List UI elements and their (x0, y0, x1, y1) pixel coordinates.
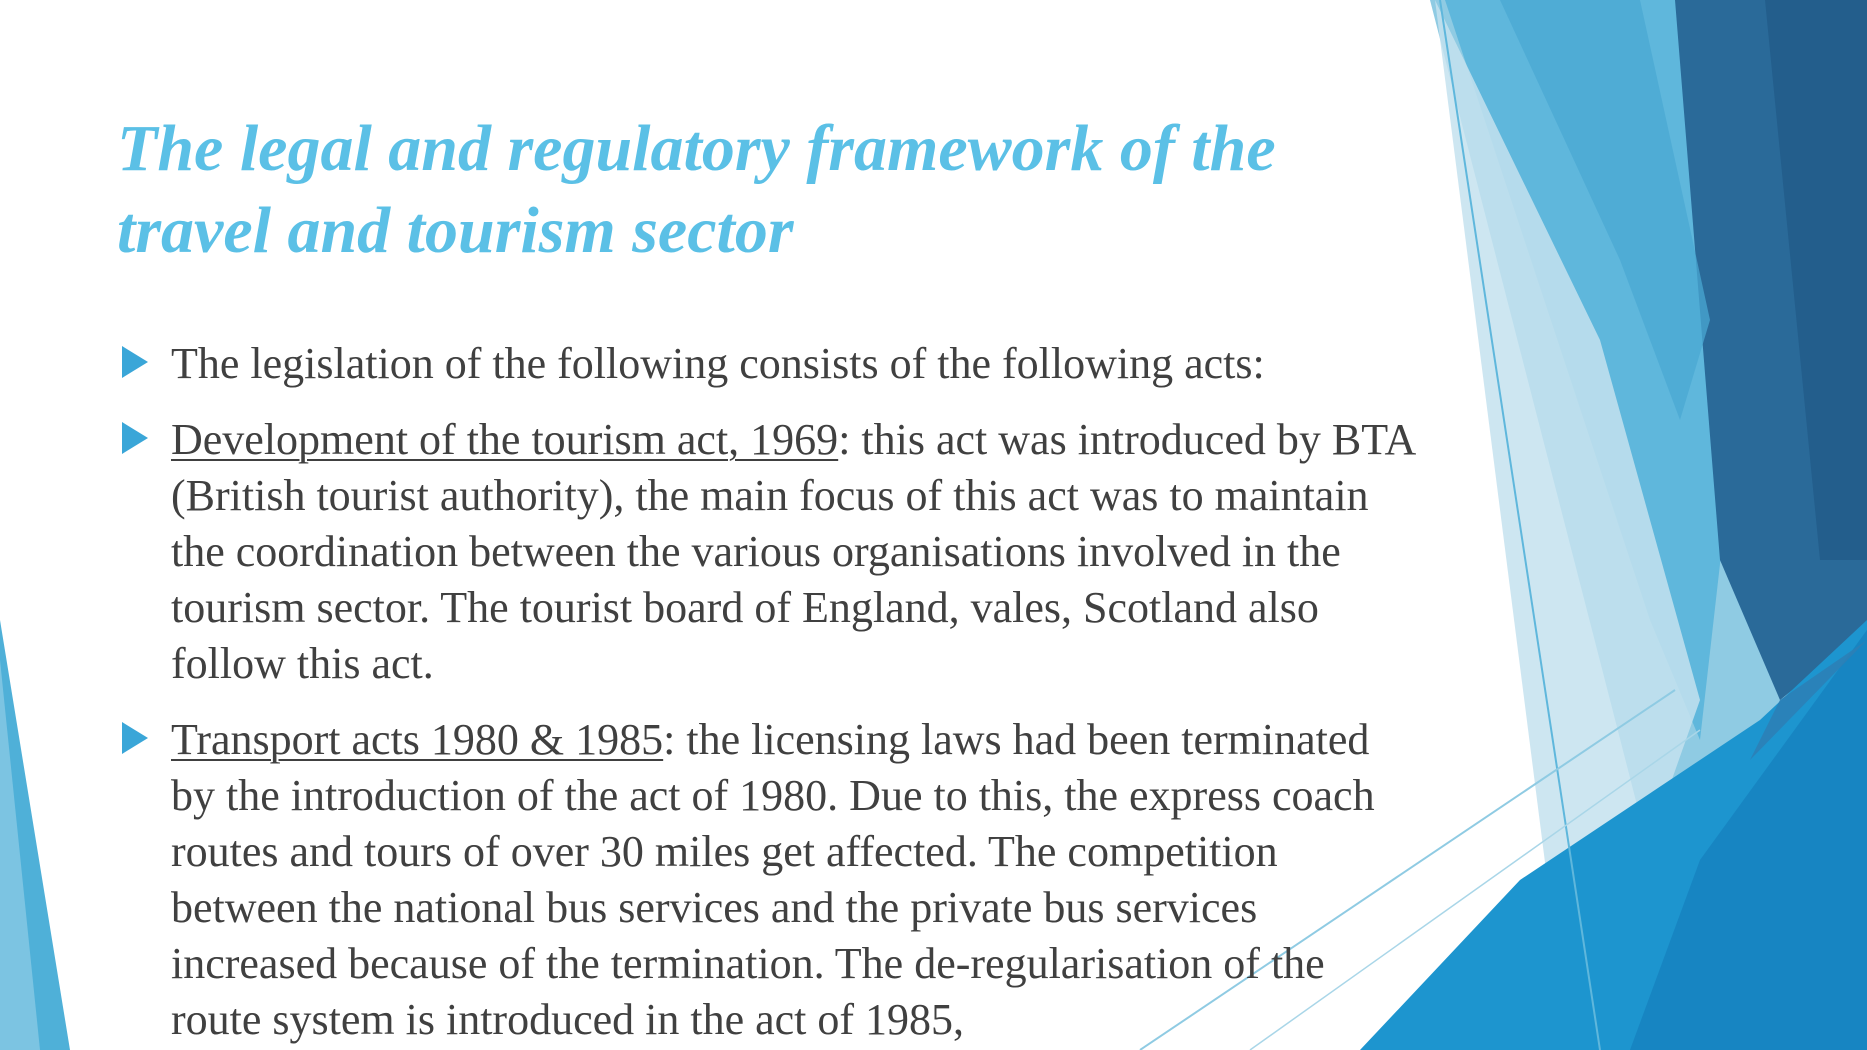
bullet-text: : the licensing laws had been terminated by the introduction of the act of 1980. Due to this, the express coach routes and tours of over 30 miles get affected. The competition between the national bus services and the private bus services increased because of the termination. The de-regularisation of the route system is introduced in the act of 1985, (171, 715, 1375, 1044)
bullet-item (120, 712, 1420, 1048)
triangle-right-icon (122, 722, 148, 754)
bullet-item (120, 336, 1420, 392)
triangle-right-icon (122, 422, 148, 454)
bullet-list (120, 336, 1420, 1050)
act-name: Development of the tourism act, 1969 (171, 415, 839, 464)
bullet-text: The legislation of the following consists of the following acts: (171, 339, 1265, 388)
bullet-item (120, 412, 1420, 692)
act-name: Transport acts 1980 & 1985 (171, 715, 664, 764)
slide-title: The legal and regulatory framework of the travel and tourism sector (117, 112, 1276, 267)
bullet-text: : this act was introduced by BTA (British tourist authority), the main focus of this act was to maintain the coordination between the various organisations involved in the tourism sector. The tourist board of England, vales, Scotland also follow this act. (171, 415, 1414, 688)
triangle-right-icon (122, 346, 148, 378)
